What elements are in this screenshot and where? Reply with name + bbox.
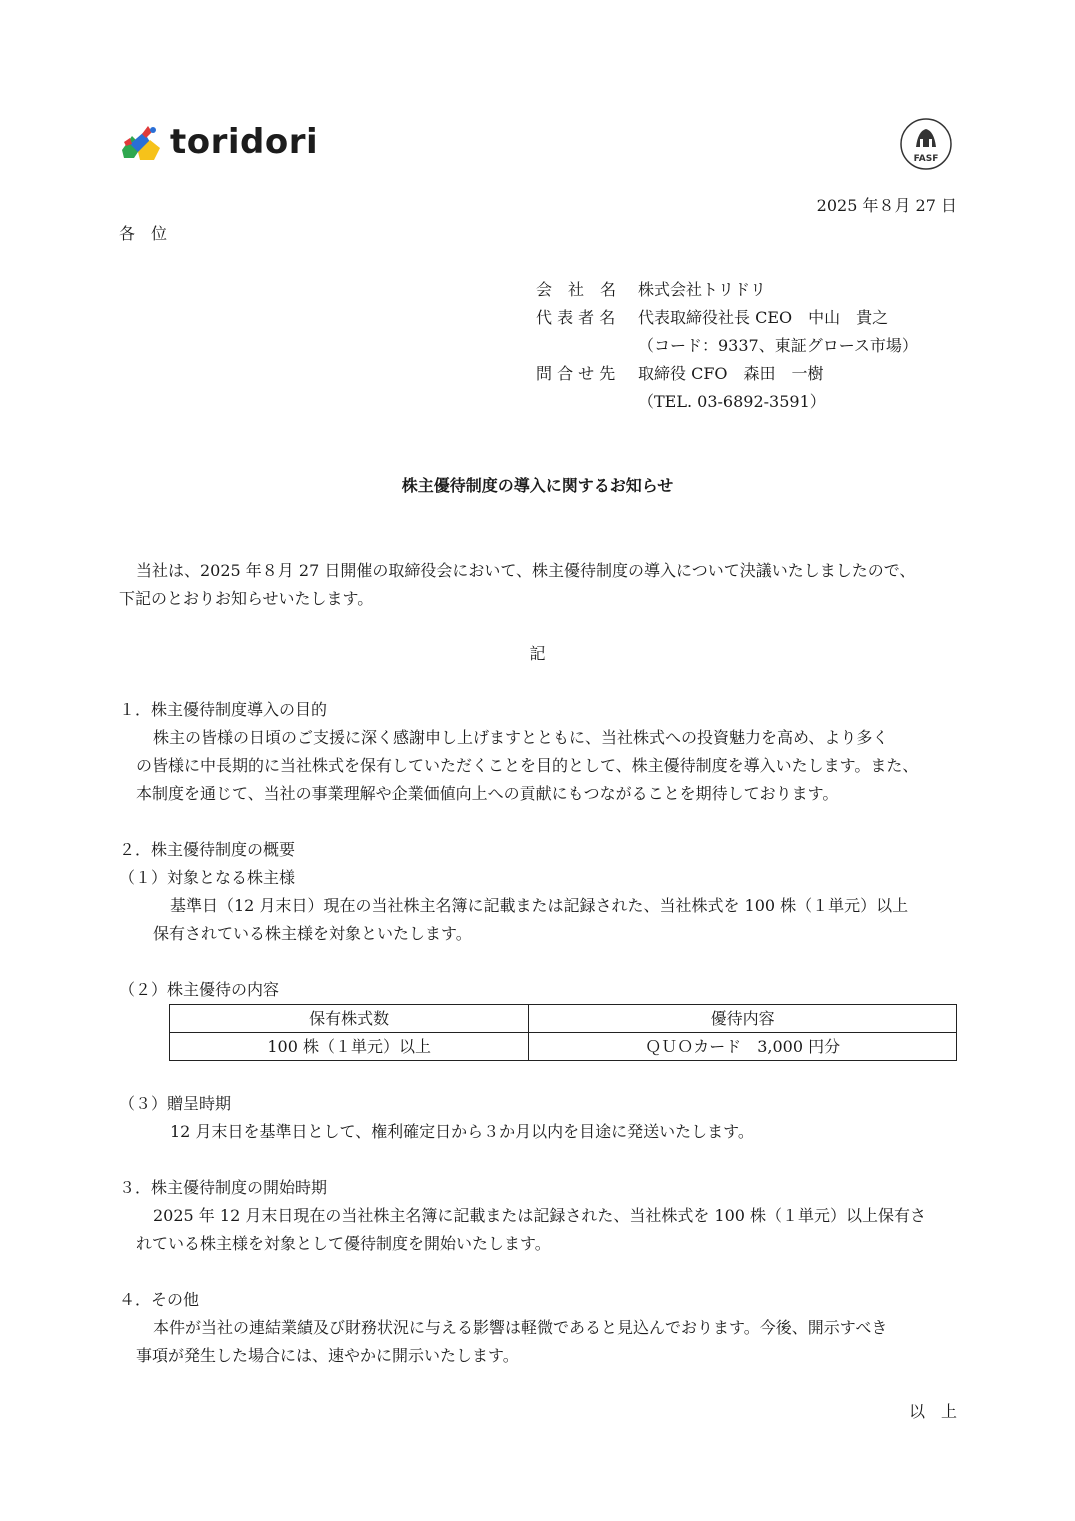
section-4-line: 事項が発生した場合には、速やかに開示いたします。 <box>136 1346 519 1365</box>
section-3-heading: ３．株主優待制度の開始時期 <box>119 1178 328 1197</box>
addressee: 各 位 <box>119 224 168 243</box>
section-1-line: の皆様に中長期的に当社株式を保有していただくことを目的として、株主優待制度を導入いたします。また、 <box>136 756 919 775</box>
toridori-logo-icon <box>120 122 162 162</box>
section-2-sub3-heading: （３）贈呈時期 <box>119 1094 232 1113</box>
table-cell: 100 株（１単元）以上 <box>170 1033 529 1061</box>
intro-line-1: 当社は、2025 年８月 27 日開催の取締役会において、株主優待制度の導入について決議いたしましたので、 <box>136 561 916 580</box>
section-1-line: 株主の皆様の日頃のご支援に深く感謝申し上げますとともに、当社株式への投資魅力を高め、より多く <box>153 728 889 747</box>
closing-mark: 以 上 <box>908 1402 957 1421</box>
section-2-heading: ２．株主優待制度の概要 <box>119 840 296 859</box>
section-4-heading: ４．その他 <box>119 1290 200 1309</box>
section-2-sub1-line: 基準日（12 月末日）現在の当社株主名簿に記載または記録された、当社株式を 100 株（１単元）以上 <box>170 896 909 915</box>
contact-label: 問 合 せ 先 <box>536 364 616 383</box>
document-date: 2025 年８月 27 日 <box>816 196 957 215</box>
representative-name: 代表取締役社長 CEO 中山 貴之 <box>638 308 889 327</box>
section-2-sub2-heading: （２）株主優待の内容 <box>119 980 280 999</box>
table-header-cell: 優待内容 <box>529 1005 957 1033</box>
table-header-row <box>170 1005 957 1033</box>
contact-name: 取締役 CFO 森田 一樹 <box>638 364 824 383</box>
section-2-sub1-heading: （１）対象となる株主様 <box>119 868 296 887</box>
section-3-line: れている株主様を対象として優待制度を開始いたします。 <box>136 1234 551 1253</box>
table-cell: ＱＵＯカード 3,000 円分 <box>529 1033 957 1061</box>
company-label: 会 社 名 <box>536 280 617 299</box>
representative-label: 代 表 者 名 <box>536 308 616 327</box>
benefits-table <box>169 1004 957 1061</box>
section-1-heading: １．株主優待制度導入の目的 <box>119 700 328 719</box>
contact-tel: （TEL. 03-6892-3591） <box>638 392 826 411</box>
company-name: 株式会社トリドリ <box>638 280 767 299</box>
seal-label: FASF <box>913 154 939 164</box>
fasf-seal-icon <box>898 117 954 171</box>
document-title: 株主優待制度の導入に関するお知らせ <box>401 476 674 495</box>
section-4-line: 本件が当社の連結業績及び財務状況に与える影響は軽微であると見込んでおります。今後、開示すべき <box>153 1318 888 1337</box>
section-3-line: 2025 年 12 月末日現在の当社株主名簿に記載または記録された、当社株式を 100 株（１単元）以上保有さ <box>153 1206 927 1225</box>
ki-heading: 記 <box>529 644 546 663</box>
section-2-sub3-line: 12 月末日を基準日として、権利確定日から３か月以内を目途に発送いたします。 <box>170 1122 754 1141</box>
logo-wordmark: toridori <box>170 122 319 162</box>
intro-line-2: 下記のとおりお知らせいたします。 <box>119 589 374 608</box>
section-1-line: 本制度を通じて、当社の事業理解や企業価値向上への貢献にもつながることを期待しております。 <box>136 784 839 803</box>
table-row <box>170 1033 957 1061</box>
table-header-cell: 保有株式数 <box>170 1005 529 1033</box>
section-2-sub1-line: 保有されている株主様を対象といたします。 <box>153 924 472 943</box>
stock-code: （コード：9337、東証グロース市場） <box>638 336 918 355</box>
